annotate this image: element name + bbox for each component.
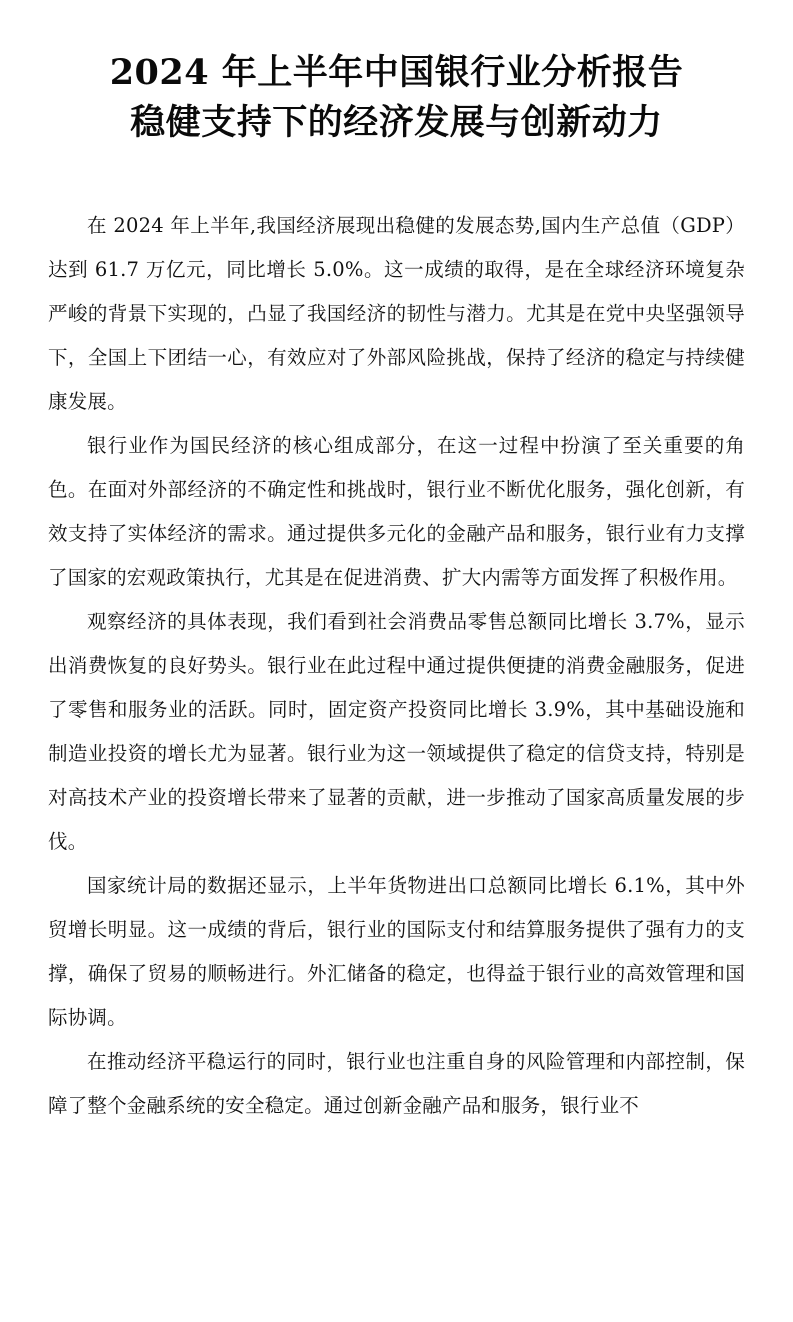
body-paragraph-3: 观察经济的具体表现，我们看到社会消费品零售总额同比增长 3.7%，显示出消费恢复的良好势头。银行业在此过程中通过提供便捷的消费金融服务，促进了零售和服务业的活跃。同时，固定资产投资同比增长 3.9%，其中基础设施和制造业投资的增长尤为显著。银行业为这一领域提供了稳定的信贷支持，特别是对高技术产业的投资增长带来了显著的贡献，进一步推动了国家高质量发展的步伐。 (48, 610, 745, 853)
document-body (48, 204, 745, 1128)
page-title-line-2: 稳健支持下的经济发展与创新动力 (130, 102, 663, 143)
body-paragraph-4: 国家统计局的数据还显示，上半年货物进出口总额同比增长 6.1%，其中外贸增长明显。这一成绩的背后，银行业的国际支付和结算服务提供了强有力的支撑，确保了贸易的顺畅进行。外汇储备的稳定，也得益于银行业的高效管理和国际协调。 (48, 874, 745, 1029)
body-paragraph-1: 在 2024 年上半年,我国经济展现出稳健的发展态势,国内生产总值（GDP）达到 61.7 万亿元，同比增长 5.0%。这一成绩的取得，是在全球经济环境复杂严峻的背景下实现的，凸显了我国经济的韧性与潜力。尤其是在党中央坚强领导下，全国上下团结一心，有效应对了外部风险挑战，保持了经济的稳定与持续健康发展。 (48, 214, 745, 413)
page-title-line-1: 2024 年上半年中国银行业分析报告 (109, 52, 684, 93)
body-paragraph-2: 银行业作为国民经济的核心组成部分，在这一过程中扮演了至关重要的角色。在面对外部经济的不确定性和挑战时，银行业不断优化服务，强化创新，有效支持了实体经济的需求。通过提供多元化的金融产品和服务，银行业有力支撑了国家的宏观政策执行，尤其是在促进消费、扩大内需等方面发挥了积极作用。 (48, 434, 745, 589)
page-title (48, 0, 745, 148)
body-paragraph-5: 在推动经济平稳运行的同时，银行业也注重自身的风险管理和内部控制，保障了整个金融系统的安全稳定。通过创新金融产品和服务，银行业不 (48, 1050, 745, 1117)
page-bottom-clip (0, 1122, 793, 1322)
